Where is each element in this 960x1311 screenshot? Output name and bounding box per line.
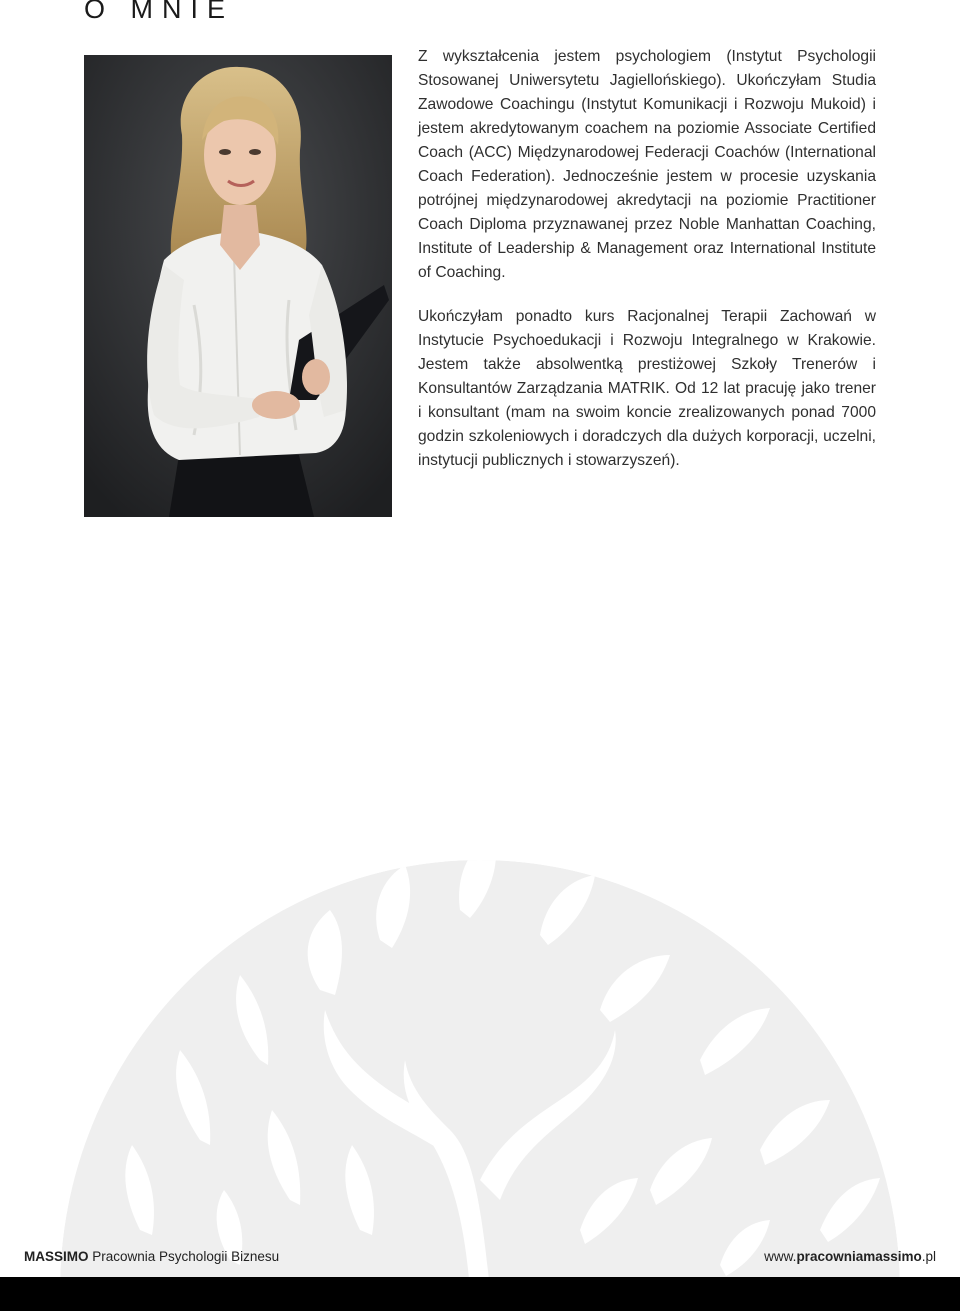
footer-brand-name: MASSIMO xyxy=(24,1249,89,1264)
footer-brand xyxy=(24,1249,279,1264)
website-suffix: .pl xyxy=(921,1249,936,1264)
footer-brand-tagline: Pracownia Psychologii Biznesu xyxy=(88,1249,280,1264)
about-paragraph-2: Ukończyłam ponadto kurs Racjonalnej Terapii Zachowań w Instytucie Psychoedukacji i Rozwoju Integralnego w Krakowie. Jestem także absolwentką prestiżowej Szkoły Trenerów i Konsultantów Zarządzania MATRIK. Od 12 lat pracuję jako trener i konsultant (mam na swoim koncie zrealizowanych ponad 7000 godzin szkoleniowych i doradczych dla dużych korporacji, uczelni, instytucji publicznych i stowarzyszeń). xyxy=(418,308,876,469)
about-paragraph-1: Z wykształcenia jestem psychologiem (Instytut Psychologii Stosowanej Uniwersytetu Jagiellońskiego). Ukończyłam Studia Zawodowe Coachingu (Instytut Komunikacji i Rozwoju Mukoid) i jestem akredytowanym coachem na poziomie Associate Certified Coach (ACC) Międzynarodowej Federacji Coachów (International Coach Federation). Jednocześnie jestem w procesie uzyskania potrójnej międzynarodowej akredytacji na poziomie Practitioner Coach Diploma przyznawanej przez Noble Manhattan Coaching, Institute of Leadership & Management oraz International Institute of Coaching. xyxy=(418,48,876,281)
portrait-photo xyxy=(84,55,392,517)
footer xyxy=(24,1249,936,1267)
bottom-bar xyxy=(0,1277,960,1311)
page-title: O MNIE xyxy=(84,0,235,24)
tree-watermark-icon xyxy=(0,760,960,1290)
footer-website-link[interactable] xyxy=(764,1249,936,1264)
website-domain: pracowniamassimo xyxy=(796,1249,922,1264)
about-text xyxy=(418,45,876,473)
website-prefix: www. xyxy=(764,1249,797,1264)
